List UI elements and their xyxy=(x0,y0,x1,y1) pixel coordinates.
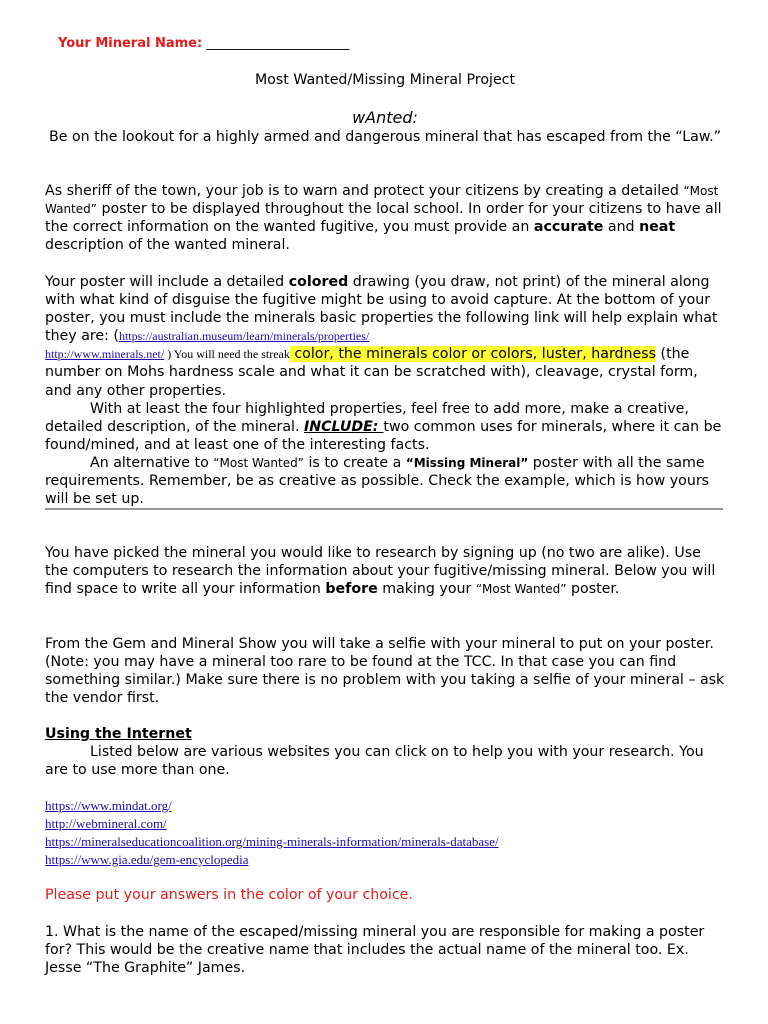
list-item xyxy=(45,797,725,815)
p2-streak-text: ) You will need the streak xyxy=(164,347,290,362)
minerals-net-link[interactable]: http://www.minerals.net/ xyxy=(45,347,165,362)
question-1: 1. What is the name of the escaped/missing mineral you are responsible for making a poster for? This would be the creative name that includes the actual name of the mineral too. Ex. Jesse “The Graphite” James. xyxy=(45,924,705,977)
p2-highlighted-properties: color, the minerals color or colors, luster, hardness xyxy=(289,346,657,363)
internet-intro xyxy=(45,743,725,779)
mineral-name-line xyxy=(58,35,738,53)
gia-encyclopedia-link[interactable]: https://www.gia.edu/gem-encyclopedia xyxy=(45,852,249,867)
mineral-name-label: Your Mineral Name: xyxy=(58,36,203,51)
australian-museum-link[interactable]: https://australian.museum/learn/minerals/properties/ xyxy=(118,329,370,344)
p3-text-1: With at least the four highlighted properties, feel free to add more, make a creative, detailed description, of the mineral. xyxy=(45,401,689,436)
p1-and: and xyxy=(603,219,640,236)
p2-text-4: (the number on Mohs hardness scale and what it can be scratched with), cleavage, crystal form, and any other properties. xyxy=(45,346,698,399)
p2-text-2: drawing (you draw, not print) of the mineral along with what kind of disguise the fugitive might be using to avoid capture. At the bottom of your poster, you must include the minerals basic properties the following link will help explain what they are: ( xyxy=(45,274,718,345)
webmineral-link[interactable]: http://webmineral.com/ xyxy=(45,816,167,831)
internet-heading: Using the Internet xyxy=(45,726,192,742)
p4-text-1: An alternative to xyxy=(90,455,214,471)
p1-accurate: accurate xyxy=(533,219,604,236)
p4-text-2: is to create a xyxy=(303,455,406,471)
p3-text-2: two common uses for minerals, where it can be found/mined, and at least one of the interesting facts. xyxy=(45,419,722,454)
lookout-text: Be on the lookout for a highly armed and dangerous mineral that has escaped from the “Law.” xyxy=(49,129,721,145)
include-paragraph xyxy=(45,400,725,454)
alternative-paragraph xyxy=(45,454,725,508)
sheriff-paragraph xyxy=(45,182,725,254)
website-list xyxy=(45,797,725,869)
p1-text-2: poster to be displayed throughout the local school. In order for your citizens to have all the correct information on the wanted fugitive, you must provide an xyxy=(45,201,722,236)
mineral-name-blank[interactable]: ______________________ xyxy=(206,36,350,51)
p3-include: INCLUDE: xyxy=(303,419,384,436)
page-title: Most Wanted/Missing Mineral Project xyxy=(254,72,516,88)
p5-text-2: making your xyxy=(377,581,476,598)
p1-text-3: description of the wanted mineral. xyxy=(45,237,290,254)
list-item xyxy=(45,833,725,851)
p4-most-wanted: “Most Wanted” xyxy=(213,456,304,470)
p2-colored: colored xyxy=(288,274,349,290)
mec-database-link[interactable]: https://mineralseducationcoalition.org/mining-minerals-information/minerals-database/ xyxy=(45,834,499,849)
p5-text-1: You have picked the mineral you would like to research by signing up (no two are alike). Use the computers to research the information about your fugitive/missing mineral. Below you will find space to write all your information xyxy=(45,545,716,598)
answer-color-instruction: Please put your answers in the color of your choice. xyxy=(45,887,413,903)
mindat-link[interactable]: https://www.mindat.org/ xyxy=(45,798,172,813)
p5-before: before xyxy=(325,581,378,598)
p5-text-3: poster. xyxy=(566,581,620,598)
p5-most-wanted: “Most Wanted” xyxy=(475,582,567,597)
poster-paragraph xyxy=(45,273,725,400)
p4-missing-mineral: “Missing Mineral” xyxy=(405,456,529,470)
p2-text-1: Your poster will include a detailed xyxy=(45,274,289,290)
wanted-heading: wAnted: xyxy=(352,108,418,127)
p4-text-3: poster with all the same requirements. Remember, be as creative as possible. Check the example, which is how yours will be set up. xyxy=(45,455,710,508)
picked-mineral-paragraph xyxy=(45,544,725,598)
internet-intro-text: Listed below are various websites you can click on to help you with your research. You are to use more than one. xyxy=(45,744,704,779)
list-item xyxy=(45,815,725,833)
section-divider xyxy=(45,508,723,510)
p1-text-1: As sheriff of the town, your job is to warn and protect your citizens by creating a detailed xyxy=(45,183,684,199)
list-item xyxy=(45,851,725,869)
p1-neat: neat xyxy=(639,219,676,236)
p1-most-wanted: “Most Wanted” xyxy=(45,184,719,217)
selfie-paragraph: From the Gem and Mineral Show you will take a selfie with your mineral to put on your poster. (Note: you may have a mineral too rare to be found at the TCC. In that case you can find something similar.) Make sure there is no problem with you taking a selfie of your mineral – ask the vendor first. xyxy=(45,636,725,707)
